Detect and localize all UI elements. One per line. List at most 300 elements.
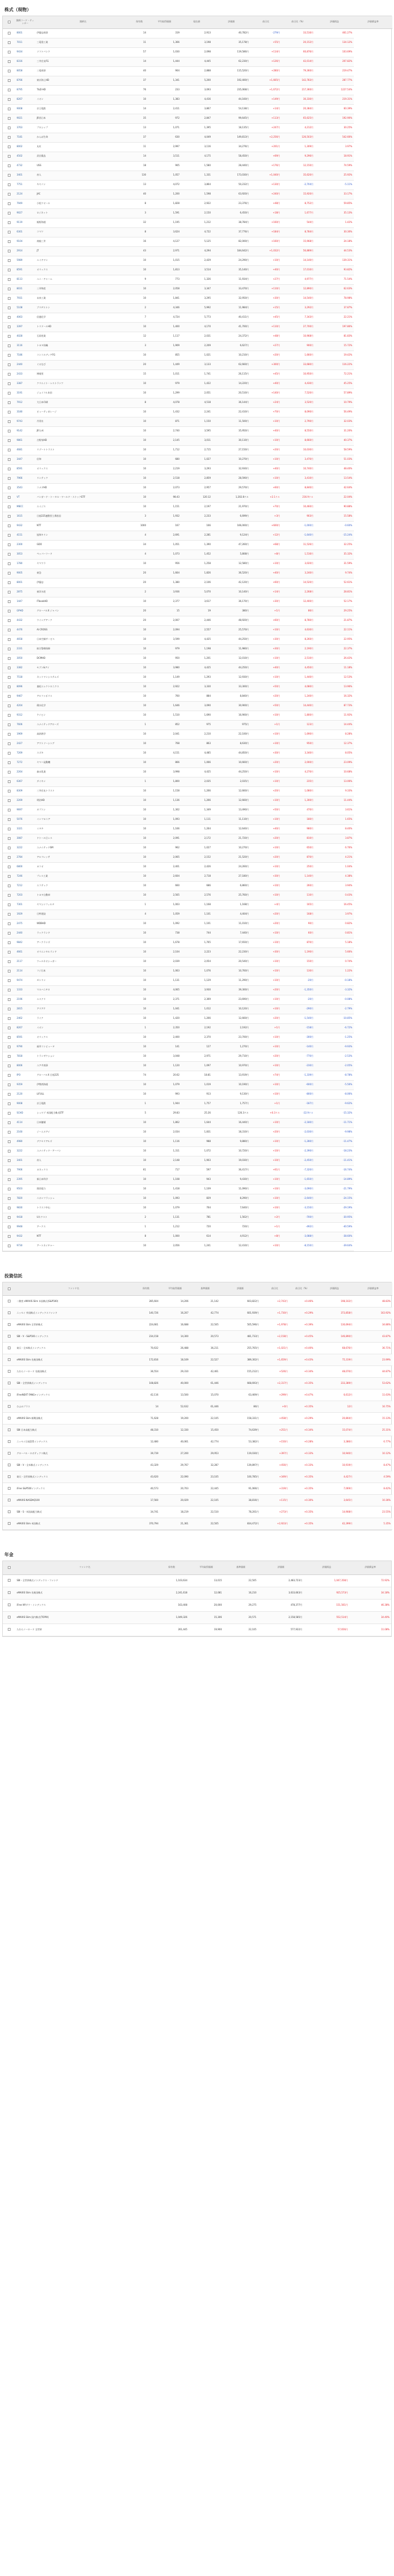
stocks-table-row[interactable] <box>3 502 392 512</box>
checkbox-icon[interactable] <box>8 667 11 669</box>
checkbox-icon[interactable] <box>8 79 11 82</box>
stocks-table-row[interactable] <box>3 237 392 246</box>
checkbox-icon[interactable] <box>8 818 11 821</box>
checkbox-icon[interactable] <box>8 392 11 395</box>
checkbox-icon[interactable] <box>8 1464 11 1466</box>
ticker-code-link[interactable]: 8113 <box>15 275 35 284</box>
checkbox-icon[interactable] <box>8 1616 11 1618</box>
stocks-table-row[interactable] <box>3 824 392 834</box>
ticker-code-link[interactable]: 5989 <box>15 256 35 265</box>
ticker-code-link[interactable]: 9008 <box>15 1099 35 1109</box>
row-checkbox[interactable] <box>3 1156 15 1165</box>
stocks-table-row[interactable] <box>3 1194 392 1203</box>
stocks-table-row[interactable] <box>3 218 392 227</box>
pension-table-row[interactable] <box>3 1587 391 1599</box>
row-checkbox[interactable] <box>3 1378 15 1389</box>
row-checkbox[interactable] <box>3 777 15 786</box>
checkbox-icon[interactable] <box>8 553 11 556</box>
stocks-table-row[interactable] <box>3 133 392 142</box>
ticker-code-link[interactable]: 9790 <box>15 1042 35 1052</box>
ticker-code-link[interactable]: 4658 <box>15 635 35 644</box>
ticker-code-link[interactable]: 8309 <box>15 786 35 796</box>
ticker-code-link[interactable]: 8267 <box>15 1023 35 1033</box>
ticker-code-link[interactable]: 7949 <box>15 199 35 208</box>
stocks-table-row[interactable] <box>3 95 392 104</box>
checkbox-icon[interactable] <box>8 278 11 281</box>
row-checkbox[interactable] <box>3 1014 15 1023</box>
row-checkbox[interactable] <box>3 1004 15 1014</box>
funds-table-row[interactable] <box>3 1448 392 1460</box>
ticker-code-link[interactable]: 2433 <box>15 370 35 379</box>
funds-table-row[interactable] <box>3 1413 392 1425</box>
ticker-code-link[interactable]: 9142 <box>15 426 35 436</box>
holding-name[interactable]: iFree S&P500インデックス <box>15 1483 132 1495</box>
stocks-table-row[interactable] <box>3 559 392 568</box>
checkbox-icon[interactable] <box>8 51 11 54</box>
row-checkbox[interactable] <box>3 805 15 815</box>
stocks-table-row[interactable] <box>3 114 392 123</box>
holding-name[interactable]: ニッセイ日経225インデックス <box>15 1436 132 1448</box>
ticker-code-link[interactable]: 6367 <box>15 777 35 786</box>
row-checkbox[interactable] <box>3 1232 15 1241</box>
stocks-table-row[interactable] <box>3 786 392 796</box>
stocks-table-row[interactable] <box>3 1213 392 1222</box>
checkbox-icon[interactable] <box>8 41 11 44</box>
checkbox-icon[interactable] <box>8 524 11 527</box>
row-checkbox[interactable] <box>3 1090 15 1099</box>
ticker-code-link[interactable]: 3180 <box>15 407 35 417</box>
checkbox-icon[interactable] <box>8 288 11 290</box>
row-checkbox[interactable] <box>3 417 15 426</box>
checkbox-icon[interactable] <box>8 202 11 205</box>
stocks-table-row[interactable] <box>3 379 392 388</box>
ticker-code-link[interactable]: 8096 <box>15 682 35 692</box>
checkbox-icon[interactable] <box>8 325 11 328</box>
ticker-code-link[interactable]: 2331 <box>15 644 35 654</box>
checkbox-icon[interactable] <box>8 164 11 167</box>
ticker-code-link[interactable]: 9697 <box>15 805 35 815</box>
checkbox-icon[interactable] <box>8 903 11 906</box>
checkbox-icon[interactable] <box>8 989 11 991</box>
checkbox-icon[interactable] <box>8 610 11 613</box>
row-checkbox[interactable] <box>3 76 15 85</box>
checkbox-icon[interactable] <box>8 572 11 575</box>
ticker-code-link[interactable]: 7906 <box>15 1165 35 1175</box>
ticker-code-link[interactable]: 2875 <box>15 587 35 597</box>
holding-name[interactable]: 楽天・全世界株式インデックス <box>15 1471 132 1483</box>
ticker-code-link[interactable]: 2160 <box>15 1127 35 1137</box>
checkbox-icon[interactable] <box>8 932 11 935</box>
row-checkbox[interactable] <box>3 47 15 57</box>
checkbox-icon[interactable] <box>8 761 11 764</box>
checkbox-icon[interactable] <box>8 1440 11 1443</box>
stocks-table-row[interactable] <box>3 815 392 824</box>
funds-table-row[interactable] <box>3 1319 392 1331</box>
row-checkbox[interactable] <box>3 57 15 66</box>
row-checkbox[interactable] <box>3 796 15 805</box>
stocks-table-row[interactable] <box>3 976 392 985</box>
ticker-code-link[interactable]: 2784 <box>15 853 35 862</box>
checkbox-icon[interactable] <box>8 742 11 745</box>
ticker-code-link[interactable]: 4732 <box>15 161 35 171</box>
ticker-code-link[interactable]: 4063 <box>15 313 35 322</box>
row-checkbox[interactable] <box>3 180 15 189</box>
checkbox-icon[interactable] <box>8 723 11 726</box>
checkbox-icon[interactable] <box>8 1083 11 1086</box>
stocks-table-row[interactable] <box>3 805 392 815</box>
row-checkbox[interactable] <box>3 104 15 114</box>
checkbox-icon[interactable] <box>8 695 11 698</box>
row-checkbox[interactable] <box>3 1127 15 1137</box>
stocks-table-row[interactable] <box>3 171 392 180</box>
ticker-code-link[interactable]: 4151 <box>15 531 35 540</box>
row-checkbox[interactable] <box>3 824 15 834</box>
checkbox-icon[interactable] <box>8 1499 11 1501</box>
stocks-table-row[interactable] <box>3 711 392 720</box>
checkbox-icon[interactable] <box>8 221 11 224</box>
ticker-code-link[interactable]: 2114 <box>15 966 35 976</box>
checkbox-icon[interactable] <box>8 240 11 243</box>
stocks-table-row[interactable] <box>3 474 392 483</box>
row-checkbox[interactable] <box>3 730 15 739</box>
row-checkbox[interactable] <box>3 947 15 957</box>
checkbox-icon[interactable] <box>8 307 11 309</box>
ticker-code-link[interactable]: 4204 <box>15 701 35 711</box>
row-checkbox[interactable] <box>3 227 15 237</box>
ticker-code-link[interactable]: 8058 <box>15 66 35 76</box>
stocks-table-row[interactable] <box>3 275 392 284</box>
row-checkbox[interactable] <box>3 540 15 550</box>
row-checkbox[interactable] <box>3 1071 15 1080</box>
stocks-table-row[interactable] <box>3 796 392 805</box>
ticker-code-link[interactable]: 9005 <box>15 568 35 578</box>
holding-name[interactable]: iFreeNEXT FANG+インデックス <box>15 1389 132 1401</box>
checkbox-icon[interactable] <box>8 960 11 963</box>
holding-name[interactable]: eMAXIS Slim 先進国株式 <box>15 1587 154 1599</box>
ticker-code-link[interactable]: 8006 <box>15 1061 35 1071</box>
holding-name[interactable]: たわらノーロード 先進国株式 <box>15 1366 132 1378</box>
stocks-table-row[interactable] <box>3 28 392 38</box>
holding-name[interactable]: eMAXIS Slim 米国株式 <box>15 1518 132 1530</box>
checkbox-icon[interactable] <box>8 619 11 622</box>
ticker-code-link[interactable]: 9312 <box>15 711 35 720</box>
funds-table-row[interactable] <box>3 1495 392 1506</box>
checkbox-icon[interactable] <box>8 401 11 404</box>
stocks-table-row[interactable] <box>3 189 392 199</box>
checkbox-icon[interactable] <box>8 212 11 215</box>
checkbox-icon[interactable] <box>8 1235 11 1238</box>
row-checkbox[interactable] <box>3 1175 15 1184</box>
row-checkbox[interactable] <box>3 1023 15 1033</box>
ticker-code-link[interactable]: 2120 <box>15 1090 35 1099</box>
ticker-code-link[interactable]: 9434 <box>15 47 35 57</box>
stocks-table-row[interactable] <box>3 758 392 767</box>
row-checkbox[interactable] <box>3 275 15 284</box>
stocks-table-row[interactable] <box>3 1137 392 1146</box>
row-checkbox[interactable] <box>3 682 15 692</box>
funds-table-row[interactable] <box>3 1389 392 1401</box>
checkbox-icon[interactable] <box>8 1510 11 1513</box>
row-checkbox[interactable] <box>3 1118 15 1127</box>
ticker-code-link[interactable]: 2914 <box>15 246 35 256</box>
stocks-table-row[interactable] <box>3 929 392 938</box>
row-checkbox[interactable] <box>3 208 15 218</box>
checkbox-icon[interactable] <box>8 970 11 973</box>
checkbox-icon[interactable] <box>8 1300 11 1302</box>
row-checkbox[interactable] <box>3 1033 15 1042</box>
checkbox-icon[interactable] <box>8 600 11 603</box>
checkbox-icon[interactable] <box>8 335 11 338</box>
stocks-table-row[interactable] <box>3 1061 392 1071</box>
pension-table-row[interactable] <box>3 1599 391 1611</box>
ticker-code-link[interactable]: 2475 <box>15 919 35 929</box>
stocks-table-row[interactable] <box>3 995 392 1004</box>
stocks-table-row[interactable] <box>3 142 392 152</box>
stocks-table-row[interactable] <box>3 370 392 379</box>
row-checkbox[interactable] <box>3 284 15 294</box>
checkbox-icon[interactable] <box>8 1140 11 1143</box>
ticker-code-link[interactable]: 9861 <box>15 436 35 445</box>
holding-name[interactable]: eMAXIS Slim 先進国株式 <box>15 1354 132 1366</box>
stocks-table-row[interactable] <box>3 730 392 739</box>
ticker-code-link[interactable]: 2124 <box>15 189 35 199</box>
checkbox-icon[interactable] <box>8 382 11 385</box>
checkbox-icon[interactable] <box>8 373 11 376</box>
row-checkbox[interactable] <box>3 767 15 777</box>
ticker-code-link[interactable]: 3222 <box>15 1146 35 1156</box>
checkbox-icon[interactable] <box>8 1245 11 1247</box>
checkbox-icon[interactable] <box>8 771 11 774</box>
row-checkbox[interactable] <box>3 995 15 1004</box>
funds-table-row[interactable] <box>3 1483 392 1495</box>
checkbox-icon[interactable] <box>8 866 11 868</box>
checkbox-icon[interactable] <box>8 193 11 196</box>
ticker-code-link[interactable]: 7212 <box>15 881 35 891</box>
row-checkbox[interactable] <box>3 900 15 910</box>
row-checkbox[interactable] <box>3 152 15 161</box>
checkbox-icon[interactable] <box>8 354 11 357</box>
stocks-table-row[interactable] <box>3 521 392 531</box>
ticker-code-link[interactable]: 3397 <box>15 322 35 332</box>
checkbox-icon[interactable] <box>8 155 11 158</box>
stocks-table-row[interactable] <box>3 1222 392 1232</box>
stocks-table-row[interactable] <box>3 1165 392 1175</box>
checkbox-icon[interactable] <box>8 1335 11 1338</box>
row-checkbox[interactable] <box>3 133 15 142</box>
row-checkbox[interactable] <box>3 521 15 531</box>
checkbox-icon[interactable] <box>8 344 11 347</box>
row-checkbox[interactable] <box>3 199 15 208</box>
pension-table-row[interactable] <box>3 1624 391 1636</box>
stocks-table-row[interactable] <box>3 512 392 521</box>
stocks-table-row[interactable] <box>3 862 392 872</box>
stocks-table-row[interactable] <box>3 1071 392 1080</box>
ticker-code-link[interactable]: 2395 <box>15 1175 35 1184</box>
ticker-code-link[interactable]: 7301 <box>15 900 35 910</box>
checkbox-icon[interactable] <box>8 629 11 631</box>
stocks-table-row[interactable] <box>3 957 392 966</box>
checkbox-icon[interactable] <box>8 648 11 650</box>
ticker-code-link[interactable]: 3087 <box>15 834 35 843</box>
stocks-table-row[interactable] <box>3 227 392 237</box>
row-checkbox[interactable] <box>3 436 15 445</box>
stocks-table-row[interactable] <box>3 1023 392 1033</box>
checkbox-icon[interactable] <box>8 496 11 499</box>
row-checkbox[interactable] <box>3 351 15 360</box>
row-checkbox[interactable] <box>3 606 15 616</box>
checkbox-icon[interactable] <box>8 922 11 925</box>
checkbox-icon[interactable] <box>8 1036 11 1039</box>
stocks-table-row[interactable] <box>3 1080 392 1090</box>
row-checkbox[interactable] <box>3 1448 15 1460</box>
funds-table-row[interactable] <box>3 1378 392 1389</box>
stocks-table-row[interactable] <box>3 910 392 919</box>
checkbox-icon[interactable] <box>8 1207 11 1209</box>
stocks-table-row[interactable] <box>3 966 392 976</box>
checkbox-icon[interactable] <box>8 676 11 679</box>
checkbox-icon[interactable] <box>8 837 11 840</box>
checkbox-icon[interactable] <box>8 174 11 177</box>
stocks-table-row[interactable] <box>3 38 392 47</box>
ticker-code-link[interactable]: 9948 <box>15 1222 35 1232</box>
checkbox-icon[interactable] <box>8 1065 11 1067</box>
funds-table-row[interactable] <box>3 1471 392 1483</box>
stocks-table-row[interactable] <box>3 834 392 843</box>
ticker-code-link[interactable]: 7931 <box>15 294 35 303</box>
row-checkbox[interactable] <box>3 1401 15 1413</box>
row-checkbox[interactable] <box>3 843 15 853</box>
row-checkbox[interactable] <box>3 398 15 407</box>
checkbox-icon[interactable] <box>8 790 11 793</box>
stocks-table-row[interactable] <box>3 1099 392 1109</box>
row-checkbox[interactable] <box>3 1354 15 1366</box>
checkbox-icon[interactable] <box>8 1287 11 1290</box>
stocks-table-row[interactable] <box>3 1042 392 1052</box>
row-checkbox[interactable] <box>3 578 15 587</box>
funds-select-all-checkbox[interactable] <box>3 1282 15 1296</box>
ticker-code-link[interactable]: 9842 <box>15 938 35 947</box>
ticker-code-link[interactable]: 9503 <box>15 1184 35 1194</box>
ticker-code-link[interactable]: 9474 <box>15 976 35 985</box>
ticker-code-link[interactable]: 2815 <box>15 1004 35 1014</box>
row-checkbox[interactable] <box>3 587 15 597</box>
checkbox-icon[interactable] <box>8 1452 11 1455</box>
ticker-code-link[interactable]: 3382 <box>15 663 35 673</box>
funds-table-row[interactable] <box>3 1366 392 1378</box>
row-checkbox[interactable] <box>3 28 15 38</box>
checkbox-icon[interactable] <box>8 1017 11 1020</box>
stocks-table-row[interactable] <box>3 284 392 294</box>
stocks-table-row[interactable] <box>3 483 392 493</box>
stocks-table-row[interactable] <box>3 351 392 360</box>
ticker-code-link[interactable]: VT <box>15 493 35 502</box>
checkbox-icon[interactable] <box>8 657 11 660</box>
holding-name[interactable]: たわらノーロード 全世界 <box>15 1624 154 1636</box>
stocks-table-row[interactable] <box>3 568 392 578</box>
row-checkbox[interactable] <box>3 929 15 938</box>
stocks-table-row[interactable] <box>3 767 392 777</box>
row-checkbox[interactable] <box>3 891 15 900</box>
checkbox-icon[interactable] <box>8 117 11 120</box>
ticker-code-link[interactable]: 9432 <box>15 1232 35 1241</box>
row-checkbox[interactable] <box>3 966 15 976</box>
ticker-code-link[interactable]: 4661 <box>15 947 35 957</box>
row-checkbox[interactable] <box>3 246 15 256</box>
stocks-table-row[interactable] <box>3 853 392 862</box>
row-checkbox[interactable] <box>3 1146 15 1156</box>
row-checkbox[interactable] <box>3 426 15 436</box>
checkbox-icon[interactable] <box>8 1046 11 1048</box>
holding-name[interactable]: SBI・全世界株式インデックス <box>15 1378 132 1389</box>
row-checkbox[interactable] <box>3 512 15 521</box>
stocks-table-row[interactable] <box>3 701 392 711</box>
row-checkbox[interactable] <box>3 985 15 995</box>
funds-table-row[interactable] <box>3 1354 392 1366</box>
stocks-table-row[interactable] <box>3 663 392 673</box>
checkbox-icon[interactable] <box>8 250 11 252</box>
checkbox-icon[interactable] <box>8 1370 11 1373</box>
holding-name[interactable]: ニッセイ 外国株式インデックスファンド <box>15 1308 132 1319</box>
ticker-code-link[interactable]: 2440 <box>15 360 35 370</box>
pension-select-all-checkbox[interactable] <box>3 1561 15 1574</box>
checkbox-icon[interactable] <box>8 487 11 489</box>
row-checkbox[interactable] <box>3 654 15 663</box>
row-checkbox[interactable] <box>3 701 15 711</box>
row-checkbox[interactable] <box>3 739 15 749</box>
stocks-table-row[interactable] <box>3 673 392 682</box>
stocks-table-row[interactable] <box>3 426 392 436</box>
holding-name[interactable]: SBI・V・全米株式インデックス <box>15 1460 132 1471</box>
stocks-table-row[interactable] <box>3 644 392 654</box>
ticker-code-link[interactable]: 7272 <box>15 758 35 767</box>
checkbox-icon[interactable] <box>8 534 11 537</box>
row-checkbox[interactable] <box>3 673 15 682</box>
holding-name[interactable]: eMAXIS NASDAQ100 <box>15 1495 132 1506</box>
checkbox-icon[interactable] <box>8 799 11 802</box>
row-checkbox[interactable] <box>3 379 15 388</box>
ticker-code-link[interactable]: 7820 <box>15 1194 35 1203</box>
ticker-code-link[interactable]: 9104 <box>15 237 35 246</box>
stocks-table-row[interactable] <box>3 417 392 426</box>
stocks-table-row[interactable] <box>3 881 392 891</box>
checkbox-icon[interactable] <box>8 941 11 944</box>
ticker-code-link[interactable]: 4681 <box>15 445 35 455</box>
checkbox-icon[interactable] <box>8 439 11 442</box>
stocks-table-row[interactable] <box>3 123 392 133</box>
row-checkbox[interactable] <box>3 1165 15 1175</box>
checkbox-icon[interactable] <box>8 108 11 110</box>
checkbox-icon[interactable] <box>8 1311 11 1314</box>
row-checkbox[interactable] <box>3 360 15 370</box>
checkbox-icon[interactable] <box>8 430 11 432</box>
checkbox-icon[interactable] <box>8 60 11 63</box>
checkbox-icon[interactable] <box>8 316 11 319</box>
ticker-code-link[interactable]: SCHD <box>15 1109 35 1118</box>
ticker-code-link[interactable]: 9730 <box>15 1241 35 1251</box>
checkbox-icon[interactable] <box>8 1008 11 1010</box>
row-checkbox[interactable] <box>3 1194 15 1203</box>
row-checkbox[interactable] <box>3 341 15 351</box>
ticker-code-link[interactable]: 7518 <box>15 673 35 682</box>
row-checkbox[interactable] <box>3 1184 15 1194</box>
checkbox-icon[interactable] <box>8 1188 11 1190</box>
ticker-code-link[interactable]: 7606 <box>15 720 35 730</box>
pension-table-row[interactable] <box>3 1611 391 1624</box>
checkbox-icon[interactable] <box>8 1112 11 1115</box>
ticker-code-link[interactable]: 9359 <box>15 1080 35 1090</box>
stocks-table-row[interactable] <box>3 294 392 303</box>
checkbox-icon[interactable] <box>8 581 11 584</box>
